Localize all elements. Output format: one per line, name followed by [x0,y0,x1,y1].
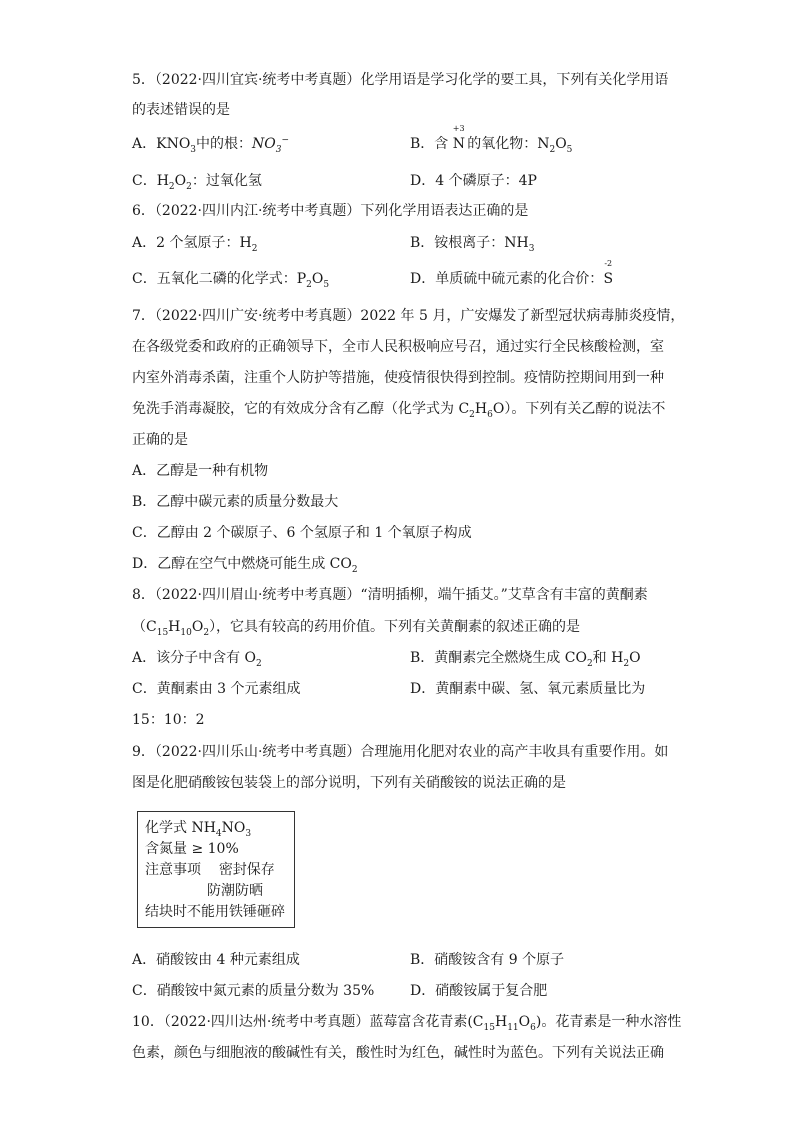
q9-option-a: A．硝酸铵由 4 种元素组成 [132,952,300,968]
q10-stem-line2: 色素，颜色与细胞液的酸碱性有关，酸性时为红色，碱性时为蓝色。下列有关说法正确 [132,1045,664,1061]
q7-stem-line2: 在各级党委和政府的正确领导下，全市人民积极响应号召，通过实行全民核酸检测，室 [132,339,664,355]
q5-stem-line1: 5．（2022·四川宜宾·统考中考真题）化学用语是学习化学的要工具，下列有关化学用语 [132,72,669,88]
q7-stem-line1: 7．（2022·四川广安·统考中考真题）2022 年 5 月，广安爆发了新型冠状病毒肺炎疫情， [132,308,685,324]
q6-option-b: B．铵根离子：$NH_3$ [410,235,535,254]
q7-stem-line3: 内室外消毒杀菌，注重个人防护等措施，使疫情很快得到控制。疫情防控期间用到一种 [132,370,664,386]
fertilizer-label-box [137,811,295,928]
q9-option-d: D．硝酸铵属于复合肥 [410,983,548,999]
q8-stem-line2: $(C_{15}H_{10}O_2)$，它具有较高的药用价值。下列有关黄酮素的叙述正确的是 [132,619,581,638]
q8-option-c: C．黄酮素由 3 个元素组成 [132,681,301,697]
q6-option-a: A．2 个氢原子：$H_2$ [132,235,258,254]
q8-option-d: D．黄酮素中碳、氢、氧元素质量比为 [410,681,646,697]
q5-option-c: C．$H_2O_2$：过氧化氢 [132,173,262,192]
q6-option-c: C．五氧化二磷的化学式：$P_2O_5$ [132,271,330,290]
q8-option-a: A．该分子中含有 $O_2$ [132,650,262,669]
q7-stem-line4: 免洗手消毒凝胶，它的有效成分含有乙醇（化学式为 $C_2H_6O$）。下列有关乙醇的说法不 [132,401,666,420]
q8-option-b: B．黄酮素完全燃烧生成 $CO_2$和 $H_2O$ [410,650,641,669]
label-caking-row: 结块时不能用铁锤砸碎 [145,904,285,920]
q10-stem-line1: 10．（2022·四川达州·统考中考真题）蓝莓富含花青素$(C_{15}H_{11}O_6)$。花青素是一种水溶性 [132,1014,682,1033]
q9-option-c: C．硝酸铵中氮元素的质量分数为 35% [132,983,375,999]
q5-option-b: B．含 +3 N 的氧化物：$N_2O_5$ [410,124,573,155]
label-formula-row: 化学式 $NH_4NO_3$ [145,820,252,839]
q7-option-b: B．乙醇中碳元素的质量分数最大 [132,494,339,510]
q5-option-d: D．4 个磷原子：4P [410,173,537,189]
q9-option-b: B．硝酸铵含有 9 个原子 [410,952,565,968]
q5-stem-line2: 的表述错误的是 [132,102,230,118]
q6-option-d: D．单质硫中硫元素的化合价： -2 S [410,259,614,287]
q7-option-d: D．乙醇在空气中燃烧可能生成 $CO_2$ [132,556,358,575]
q8-option-d-cont: 15：10：2 [132,712,205,728]
q7-option-a: A．乙醇是一种有机物 [132,463,269,479]
q7-stem-line5: 正确的是 [132,432,188,448]
label-moisture-row: 防潮防晒 [207,883,263,899]
q7-option-c: C．乙醇由 2 个碳原子、6 个氢原子和 1 个氧原子构成 [132,525,472,541]
q9-stem-line2: 图是化肥硝酸铵包装袋上的部分说明，下列有关硝酸铵的说法正确的是 [132,775,566,791]
q5-option-a: A．$KNO_3$中的根：$NO_3^-$ [132,135,290,155]
label-nitrogen-row: 含氮量 ≥ 10% [145,841,239,857]
q6-stem: 6．（2022·四川内江·统考中考真题）下列化学用语表达正确的是 [132,203,529,219]
q9-stem-line1: 9．（2022·四川乐山·统考中考真题）合理施用化肥对农业的高产丰收具有重要作用。如 [132,744,669,760]
label-notes-row: 注意事项 密封保存 [145,862,275,878]
q8-stem-line1: 8．（2022·四川眉山·统考中考真题）“清明插柳，端午插艾。”艾草含有丰富的黄酮素 [132,587,648,603]
